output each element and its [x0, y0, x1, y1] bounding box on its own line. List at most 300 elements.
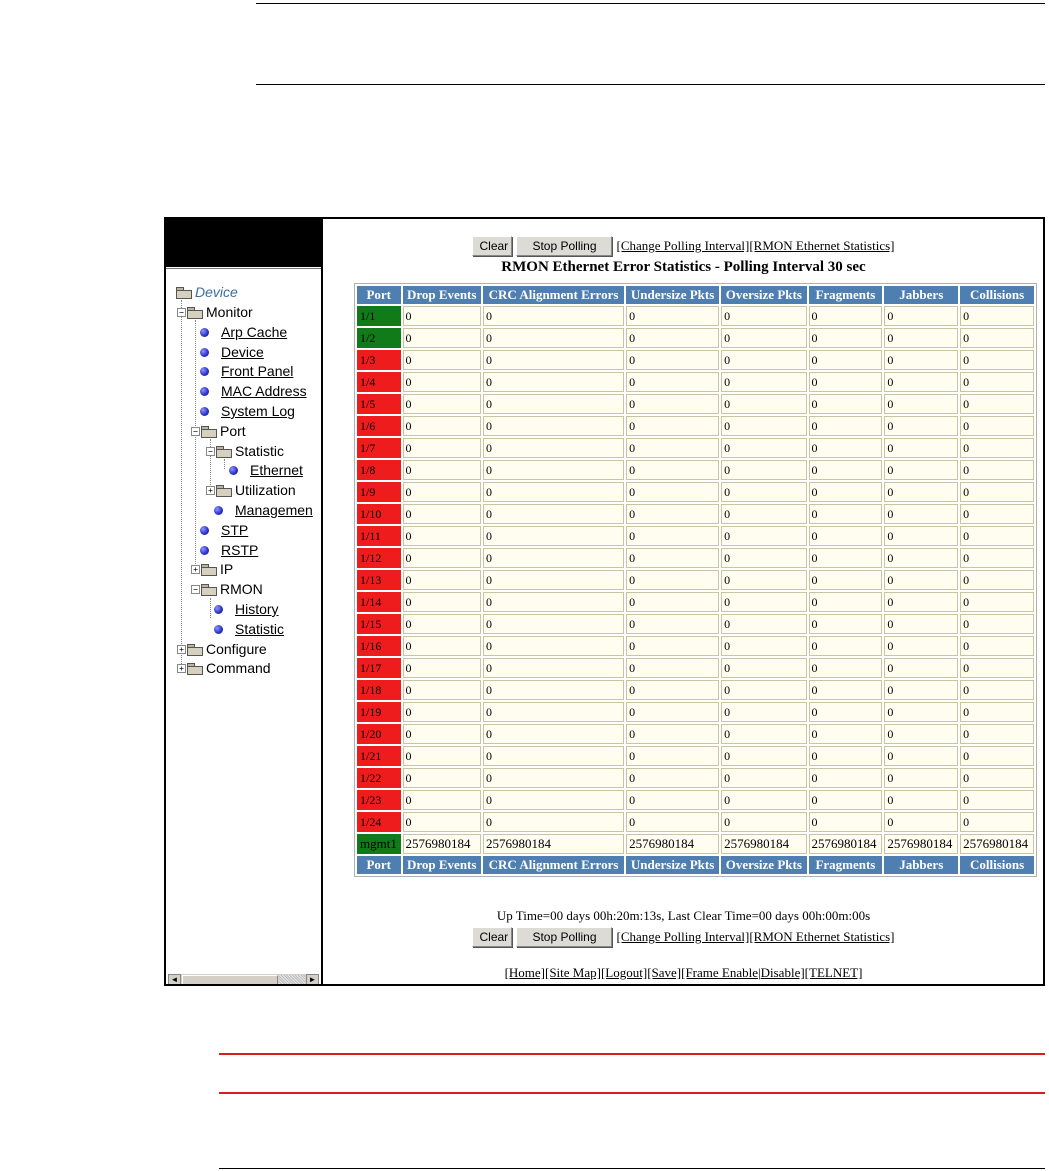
stat-cell: 0 [884, 768, 958, 788]
bottom-red-rule-1 [219, 1053, 1045, 1055]
stat-cell: 0 [403, 746, 481, 766]
column-header: Fragments [809, 286, 883, 304]
stat-cell: 0 [809, 592, 883, 612]
tree-label: Port [220, 423, 246, 439]
stat-cell: 0 [809, 636, 883, 656]
stat-cell: 0 [721, 350, 806, 370]
page-bullet-icon [229, 466, 238, 475]
stat-cell: 0 [403, 350, 481, 370]
stat-cell: 0 [721, 526, 806, 546]
table-footer-row [357, 856, 1034, 874]
tree-line [181, 300, 182, 664]
stat-cell: 0 [626, 680, 719, 700]
stat-cell: 0 [403, 790, 481, 810]
nav-frame [166, 219, 323, 984]
clear-button[interactable]: Clear [472, 927, 512, 947]
link-separator: | [758, 965, 761, 980]
table-header-row [357, 286, 1034, 304]
table-row [357, 526, 1034, 546]
stat-cell: 0 [960, 394, 1034, 414]
telnet-link[interactable]: [TELNET] [804, 965, 863, 980]
port-cell: 1/16 [357, 636, 401, 656]
tree-item-history[interactable] [210, 599, 279, 619]
stat-cell: 0 [403, 614, 481, 634]
tree-label[interactable]: Arp Cache [221, 324, 288, 340]
stat-cell: 0 [626, 438, 719, 458]
stat-cell: 0 [483, 658, 624, 678]
table-row [357, 394, 1034, 414]
bottom-toolbar [324, 927, 1043, 947]
port-cell: 1/22 [357, 768, 401, 788]
stat-cell: 0 [960, 482, 1034, 502]
port-cell: 1/19 [357, 702, 401, 722]
column-header: Port [357, 286, 401, 304]
column-header: Drop Events [403, 856, 481, 874]
stat-cell: 0 [809, 548, 883, 568]
port-cell: 1/3 [357, 350, 401, 370]
stat-cell: 0 [884, 592, 958, 612]
page-title: RMON Ethernet Error Statistics - Polling Interval 30 sec [501, 259, 866, 275]
stat-cell: 0 [403, 570, 481, 590]
stat-cell: 0 [483, 548, 624, 568]
clear-button[interactable]: Clear [472, 236, 512, 256]
tree-label[interactable]: Ethernet [250, 462, 303, 478]
stop-polling-button[interactable]: Stop Polling [516, 927, 612, 947]
stat-cell: 0 [483, 438, 624, 458]
stat-cell: 0 [960, 636, 1034, 656]
stat-cell: 0 [809, 328, 883, 348]
stat-cell: 0 [884, 460, 958, 480]
port-cell: mgmt1 [357, 834, 401, 854]
folder-open-icon [201, 426, 216, 436]
frame-disable-link[interactable]: Disable] [760, 965, 805, 980]
stat-cell: 0 [960, 658, 1034, 678]
scroll-left-icon[interactable]: ◄ [168, 974, 181, 984]
table-row [357, 768, 1034, 788]
stat-cell: 2576980184 [721, 834, 806, 854]
stat-cell: 0 [626, 636, 719, 656]
table-row [357, 350, 1034, 370]
stat-cell: 0 [884, 614, 958, 634]
stat-cell: 0 [721, 724, 806, 744]
stat-cell: 0 [721, 658, 806, 678]
page-bullet-icon [200, 387, 209, 396]
tree-item-monitor[interactable] [177, 302, 253, 322]
tree-item-arp-cache[interactable] [196, 322, 287, 342]
table-row [357, 416, 1034, 436]
tree-item-configure[interactable] [177, 639, 267, 659]
table-row [357, 482, 1034, 502]
tree-label[interactable]: MAC Address [221, 383, 307, 399]
page-bullet-icon [200, 526, 209, 535]
tree-item-mac-address[interactable] [196, 381, 307, 401]
stat-cell: 0 [721, 680, 806, 700]
stat-cell: 0 [403, 636, 481, 656]
stat-cell: 0 [809, 438, 883, 458]
stat-cell: 0 [960, 680, 1034, 700]
stat-cell: 0 [626, 306, 719, 326]
stat-cell: 0 [721, 394, 806, 414]
stat-cell: 0 [626, 658, 719, 678]
stat-cell: 0 [960, 746, 1034, 766]
tree-item-ip[interactable] [191, 559, 233, 579]
tree-label: RMON [220, 581, 263, 597]
port-cell: 1/17 [357, 658, 401, 678]
stat-cell: 0 [809, 482, 883, 502]
stat-cell: 0 [626, 548, 719, 568]
stat-cell: 0 [884, 790, 958, 810]
stat-cell: 0 [483, 636, 624, 656]
stat-cell: 0 [483, 350, 624, 370]
stat-cell: 0 [884, 328, 958, 348]
page-bullet-icon [200, 367, 209, 376]
stat-cell: 0 [809, 306, 883, 326]
page-bullet-icon [214, 506, 223, 515]
top-rule-2 [256, 84, 1045, 85]
rmon-error-table [354, 283, 1037, 877]
tree-label: Device [195, 284, 238, 300]
stat-cell: 0 [960, 350, 1034, 370]
table-body [357, 306, 1034, 854]
tree-label[interactable]: History [235, 601, 279, 617]
stat-cell: 0 [721, 614, 806, 634]
stat-cell: 0 [483, 680, 624, 700]
expand-icon[interactable]: + [206, 486, 215, 495]
stat-cell: 0 [403, 416, 481, 436]
stat-cell: 0 [626, 702, 719, 722]
stat-cell: 0 [483, 790, 624, 810]
stat-cell: 0 [809, 416, 883, 436]
port-cell: 1/23 [357, 790, 401, 810]
tree-item-rmon-statistic[interactable] [210, 619, 284, 639]
stat-cell: 0 [721, 548, 806, 568]
stat-cell: 2576980184 [960, 834, 1034, 854]
tree-item-device[interactable] [196, 342, 264, 362]
stat-cell: 0 [884, 548, 958, 568]
home-link[interactable]: [Home] [504, 965, 545, 980]
stat-cell: 0 [809, 746, 883, 766]
stat-cell: 0 [884, 636, 958, 656]
stat-cell: 0 [483, 702, 624, 722]
scroll-track[interactable] [279, 975, 305, 984]
main-frame [324, 219, 1043, 984]
stat-cell: 0 [721, 592, 806, 612]
stat-cell: 0 [721, 702, 806, 722]
port-cell: 1/11 [357, 526, 401, 546]
stat-cell: 0 [884, 570, 958, 590]
stat-cell: 0 [884, 394, 958, 414]
stat-cell: 0 [809, 372, 883, 392]
stat-cell: 0 [809, 570, 883, 590]
stat-cell: 0 [626, 724, 719, 744]
stat-cell: 0 [626, 328, 719, 348]
tree-label: Command [206, 660, 271, 676]
collapse-icon[interactable]: − [177, 308, 186, 317]
tree-item-ethernet[interactable] [225, 460, 303, 480]
table-row [357, 460, 1034, 480]
stat-cell: 0 [884, 680, 958, 700]
port-cell: 1/6 [357, 416, 401, 436]
stat-cell: 0 [626, 812, 719, 832]
stat-cell: 0 [884, 372, 958, 392]
stat-cell: 0 [960, 328, 1034, 348]
column-header: Undersize Pkts [626, 856, 719, 874]
tree-label[interactable]: STP [221, 522, 249, 538]
table-row [357, 592, 1034, 612]
column-header: Jabbers [884, 286, 958, 304]
stat-cell: 0 [403, 680, 481, 700]
stat-cell: 0 [721, 372, 806, 392]
stat-cell: 0 [809, 460, 883, 480]
stat-cell: 0 [884, 504, 958, 524]
tree-item-front-panel[interactable] [196, 361, 293, 381]
tree-label[interactable]: RSTP [221, 542, 259, 558]
stat-cell: 2576980184 [809, 834, 883, 854]
stat-cell: 0 [483, 306, 624, 326]
stat-cell: 0 [960, 438, 1034, 458]
stat-cell: 0 [403, 702, 481, 722]
stat-cell: 0 [626, 570, 719, 590]
stat-cell: 0 [626, 350, 719, 370]
folder-icon [201, 564, 216, 574]
stat-cell: 0 [960, 702, 1034, 722]
table-row [357, 680, 1034, 700]
stat-cell: 0 [483, 768, 624, 788]
table-row [357, 438, 1034, 458]
stat-cell: 2576980184 [483, 834, 624, 854]
stat-cell: 2576980184 [884, 834, 958, 854]
change-polling-interval-link[interactable]: [Change Polling Interval] [616, 929, 750, 944]
port-cell: 1/15 [357, 614, 401, 634]
page-bullet-icon [200, 407, 209, 416]
nav-header [166, 219, 321, 267]
column-header: Collisions [960, 286, 1034, 304]
stat-cell: 0 [960, 306, 1034, 326]
column-header: CRC Alignment Errors [483, 856, 624, 874]
stat-cell: 0 [960, 526, 1034, 546]
stat-cell: 0 [884, 812, 958, 832]
scroll-right-icon[interactable]: ► [306, 974, 319, 984]
tree-label: Utilization [235, 482, 296, 498]
stat-cell: 2576980184 [626, 834, 719, 854]
tree-label: Statistic [235, 443, 285, 459]
top-rule-1 [256, 3, 1045, 4]
folder-open-icon [187, 307, 202, 317]
bottom-red-rule-2 [219, 1092, 1045, 1094]
table-row [357, 372, 1034, 392]
stat-cell: 0 [403, 592, 481, 612]
tree-item-utilization[interactable] [206, 480, 296, 500]
tree-label: Monitor [206, 304, 253, 320]
stat-cell: 0 [809, 614, 883, 634]
stat-cell: 0 [721, 416, 806, 436]
column-header: Undersize Pkts [626, 286, 719, 304]
stat-cell: 0 [483, 372, 624, 392]
rmon-ethernet-statistics-link[interactable]: [RMON Ethernet Statistics] [749, 929, 895, 944]
stat-cell: 0 [483, 482, 624, 502]
stat-cell: 0 [960, 812, 1034, 832]
change-polling-interval-link[interactable]: [Change Polling Interval] [616, 238, 750, 253]
stat-cell: 0 [960, 416, 1034, 436]
stat-cell: 0 [960, 724, 1034, 744]
scroll-thumb[interactable] [182, 975, 278, 984]
column-header: Port [357, 856, 401, 874]
stat-cell: 0 [960, 570, 1034, 590]
table-row [357, 790, 1034, 810]
port-cell: 1/12 [357, 548, 401, 568]
table-row [357, 548, 1034, 568]
rmon-ethernet-statistics-link[interactable]: [RMON Ethernet Statistics] [749, 238, 895, 253]
stat-cell: 0 [403, 394, 481, 414]
stat-cell: 0 [884, 482, 958, 502]
frame-enable-link[interactable]: [Frame Enable [681, 965, 759, 980]
port-cell: 1/24 [357, 812, 401, 832]
stat-cell: 0 [626, 526, 719, 546]
table-row [357, 812, 1034, 832]
stat-cell: 0 [884, 746, 958, 766]
tree-item-port[interactable] [191, 421, 246, 441]
stat-cell: 0 [809, 724, 883, 744]
stat-cell: 0 [809, 768, 883, 788]
table-row [357, 504, 1034, 524]
folder-open-icon [201, 584, 216, 594]
column-header: Drop Events [403, 286, 481, 304]
stat-cell: 0 [626, 416, 719, 436]
tree-item-rmon[interactable] [191, 579, 263, 599]
folder-icon [187, 663, 202, 673]
stat-cell: 0 [960, 504, 1034, 524]
stat-cell: 0 [483, 570, 624, 590]
stat-cell: 0 [721, 438, 806, 458]
stat-cell: 0 [403, 306, 481, 326]
stat-cell: 0 [721, 790, 806, 810]
tree-item-command[interactable] [177, 658, 271, 678]
stat-cell: 0 [403, 658, 481, 678]
page-bullet-icon [214, 625, 223, 634]
tree-label[interactable]: Managemen [235, 502, 313, 518]
stat-cell: 0 [884, 658, 958, 678]
stat-cell: 0 [626, 504, 719, 524]
stat-cell: 0 [626, 592, 719, 612]
stat-cell: 0 [626, 482, 719, 502]
stat-cell: 0 [960, 592, 1034, 612]
stat-cell: 0 [721, 460, 806, 480]
table-row [357, 328, 1034, 348]
port-cell: 1/7 [357, 438, 401, 458]
stat-cell: 0 [809, 394, 883, 414]
table-row [357, 746, 1034, 766]
stat-cell: 0 [809, 680, 883, 700]
stop-polling-button[interactable]: Stop Polling [516, 236, 612, 256]
stat-cell: 0 [960, 790, 1034, 810]
tree-label[interactable]: System Log [221, 403, 295, 419]
stat-cell: 0 [483, 526, 624, 546]
table-row [357, 570, 1034, 590]
collapse-icon[interactable]: − [191, 427, 200, 436]
port-cell: 1/13 [357, 570, 401, 590]
tree-item-stp[interactable] [196, 520, 248, 540]
stat-cell: 0 [884, 350, 958, 370]
tree-item-management[interactable] [210, 500, 313, 520]
stat-cell: 0 [483, 460, 624, 480]
stat-cell: 0 [626, 372, 719, 392]
stat-cell: 0 [884, 438, 958, 458]
port-cell: 1/14 [357, 592, 401, 612]
logout-link[interactable]: [Logout] [600, 965, 648, 980]
stat-cell: 0 [626, 790, 719, 810]
stat-cell: 0 [403, 482, 481, 502]
column-header: Collisions [960, 856, 1034, 874]
stat-cell: 0 [884, 724, 958, 744]
stat-cell: 0 [960, 372, 1034, 392]
stat-cell: 0 [483, 812, 624, 832]
stat-cell: 0 [721, 482, 806, 502]
table-row [357, 724, 1034, 744]
stat-cell: 0 [403, 328, 481, 348]
tree-item-device-root[interactable] [176, 282, 238, 302]
nav-horizontal-scrollbar[interactable] [168, 973, 319, 984]
stat-cell: 0 [809, 526, 883, 546]
stat-cell: 0 [721, 504, 806, 524]
table-row [357, 702, 1034, 722]
column-header: Fragments [809, 856, 883, 874]
stat-cell: 0 [809, 812, 883, 832]
save-link[interactable]: [Save] [647, 965, 682, 980]
site-map-link[interactable]: [Site Map] [545, 965, 601, 980]
stat-cell: 0 [721, 768, 806, 788]
stat-cell: 0 [809, 702, 883, 722]
table-row [357, 636, 1034, 656]
collapse-icon[interactable]: − [206, 447, 215, 456]
stat-cell: 0 [884, 416, 958, 436]
expand-icon[interactable]: + [177, 664, 186, 673]
table-row [357, 306, 1034, 326]
browser-window [164, 217, 1045, 986]
expand-icon[interactable]: + [177, 645, 186, 654]
tree-label: IP [220, 561, 234, 577]
stat-cell: 0 [403, 438, 481, 458]
stat-cell: 0 [960, 548, 1034, 568]
tree-label: Configure [206, 641, 267, 657]
stat-cell: 0 [960, 768, 1034, 788]
port-cell: 1/4 [357, 372, 401, 392]
tree-label[interactable]: Front Panel [221, 363, 294, 379]
uptime-status: Up Time=00 days 00h:20m:13s, Last Clear Time=00 days 00h:00m:00s [496, 908, 871, 923]
stat-cell: 0 [960, 460, 1034, 480]
port-cell: 1/5 [357, 394, 401, 414]
tree-item-system-log[interactable] [196, 401, 295, 421]
stat-cell: 0 [809, 504, 883, 524]
port-cell: 1/9 [357, 482, 401, 502]
stat-cell: 0 [626, 460, 719, 480]
tree-label[interactable]: Statistic [235, 621, 285, 637]
nav-separator [166, 268, 321, 269]
stat-cell: 0 [403, 812, 481, 832]
tree-label[interactable]: Device [221, 344, 264, 360]
folder-icon [187, 644, 202, 654]
tree-item-rstp[interactable] [196, 540, 258, 560]
stat-cell: 0 [483, 328, 624, 348]
column-header: Oversize Pkts [721, 286, 806, 304]
bottom-rule [219, 1168, 1045, 1169]
tree-item-statistic[interactable] [206, 441, 284, 461]
stat-cell: 0 [721, 306, 806, 326]
expand-icon[interactable]: + [191, 565, 200, 574]
stat-cell: 0 [403, 724, 481, 744]
port-cell: 1/21 [357, 746, 401, 766]
stat-cell: 0 [884, 306, 958, 326]
collapse-icon[interactable]: − [191, 585, 200, 594]
